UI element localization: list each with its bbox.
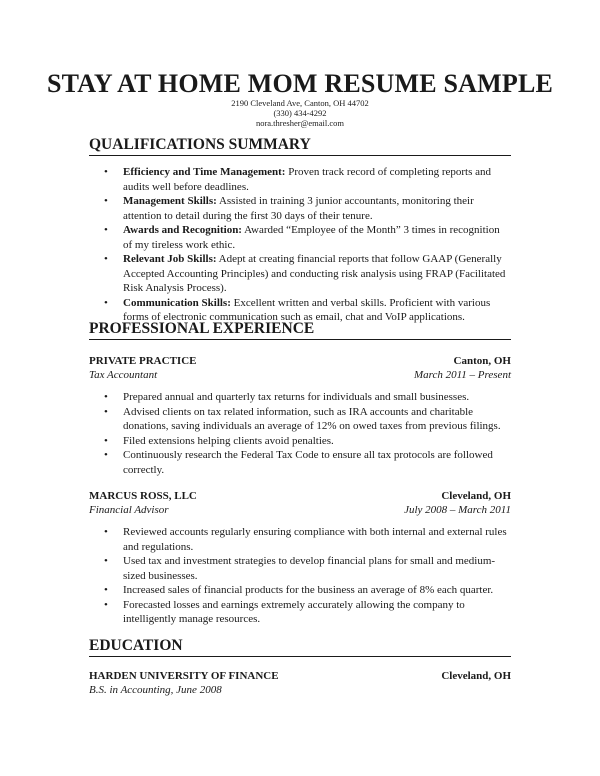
job-bullet: [89, 583, 511, 598]
qualification-text: Excellent written and verbal skills. Proficient with various forms of electronic communication such as email, chat and VoIP applications.: [123, 296, 491, 323]
job-bullet-text: Filed extensions helping clients avoid penalties.: [123, 434, 334, 447]
job-bullet: [89, 448, 511, 477]
qualification-text: Assisted in training 3 junior accountants, monitoring their attention to detail during the first 30 days of their tenure.: [123, 195, 474, 222]
education-header: [89, 669, 511, 683]
contact-phone: (330) 434-4292: [273, 108, 327, 118]
job-header: [89, 489, 511, 503]
qualification-item: [89, 252, 511, 296]
job-role: Tax Accountant: [89, 369, 158, 381]
bullet-icon: •: [104, 555, 108, 567]
job-bullet-text: Reviewed accounts regularly ensuring compliance with both internal and external rules and regulations.: [123, 526, 507, 553]
bullet-icon: •: [104, 166, 108, 178]
job-bullets: [89, 390, 511, 477]
job-bullet: [89, 405, 511, 434]
resume-header: [0, 70, 600, 128]
job-dates: March 2011 – Present: [413, 369, 511, 381]
job-bullet: [89, 554, 511, 583]
qualification-lead: Management Skills:: [123, 195, 217, 207]
bullet-icon: •: [104, 224, 108, 236]
job-bullet-text: Prepared annual and quarterly tax returns for individuals and small businesses.: [123, 391, 470, 403]
qualification-lead: Relevant Job Skills:: [123, 253, 217, 265]
job-bullet-text: Used tax and investment strategies to develop financial plans for small and medium-sized businesses.: [123, 555, 496, 582]
contact-email: nora.thresher@email.com: [255, 118, 345, 128]
qualification-lead: Efficiency and Time Management:: [123, 166, 286, 178]
contact-address: 2190 Cleveland Ave, Canton, OH 44702: [231, 98, 369, 108]
job-bullet-text: Continuously research the Federal Tax Code to ensure all tax protocols are followed correctly.: [123, 449, 493, 476]
qualifications-title: QUALIFICATIONS SUMMARY: [89, 136, 511, 156]
bullet-icon: •: [104, 584, 108, 596]
bullet-icon: •: [104, 253, 108, 265]
education-title: EDUCATION: [89, 637, 511, 657]
qualification-lead: Communication Skills:: [123, 296, 231, 309]
education-school: HARDEN UNIVERSITY OF FINANCE: [89, 670, 279, 682]
resume-title: STAY AT HOME MOM RESUME SAMPLE: [46, 69, 554, 98]
job-role: Financial Advisor: [89, 504, 169, 516]
experience-section: [89, 320, 511, 627]
job-header: [89, 354, 511, 368]
job-bullet: [89, 598, 511, 627]
job-bullet: [89, 525, 511, 554]
job-bullet: [89, 390, 511, 405]
experience-title: PROFESSIONAL EXPERIENCE: [89, 320, 511, 340]
bullet-icon: •: [104, 598, 108, 611]
education-location: Cleveland, OH: [441, 670, 511, 682]
job-entry: [89, 489, 511, 627]
qualification-item: [89, 165, 511, 194]
job-bullets: [89, 525, 511, 627]
job-entry: [89, 354, 511, 477]
job-bullet-text: Forecasted losses and earnings extremely accurately allowing the company to intelligently manage resources.: [123, 598, 465, 625]
job-location: Cleveland, OH: [441, 490, 511, 502]
bullet-icon: •: [104, 195, 108, 207]
qualifications-section: [89, 136, 511, 325]
qualification-text: Adept at creating financial reports that follow GAAP (Generally Accepted Accounting Principles) and conducting risk analysis using FRAP (Facilitated Risk Analysis Process).: [123, 253, 506, 294]
job-bullet-text: Advised clients on tax related information, such as IRA accounts and charitable donations, saving individuals an average of 12% on owed taxes from previous filings.: [123, 405, 501, 432]
qualification-text: Awarded “Employee of the Month” 3 times in recognition of my tireless work ethic.: [123, 224, 500, 251]
bullet-icon: •: [104, 391, 108, 403]
job-bullet: [89, 434, 511, 449]
education-degree: B.S. in Accounting, June 2008: [89, 684, 222, 696]
job-bullet-text: Increased sales of financial products for the business an average of 8% each quarter.: [123, 584, 494, 596]
job-dates: July 2008 – March 2011: [404, 504, 511, 516]
bullet-icon: •: [104, 405, 108, 418]
job-subheader: [89, 368, 511, 382]
job-company: MARCUS ROSS, LLC: [89, 490, 197, 502]
qualification-item: [89, 194, 511, 223]
job-company: PRIVATE PRACTICE: [89, 355, 197, 367]
bullet-icon: •: [104, 449, 108, 461]
education-section: [89, 637, 511, 697]
qualification-lead: Awards and Recognition:: [123, 224, 242, 236]
bullet-icon: •: [104, 296, 108, 309]
qualification-item: [89, 223, 511, 252]
qualifications-list: [89, 165, 511, 325]
job-location: Canton, OH: [453, 355, 511, 367]
qualification-text: Proven track record of completing reports and audits well before deadlines.: [123, 166, 492, 193]
bullet-icon: •: [104, 434, 108, 447]
job-subheader: [89, 503, 511, 517]
bullet-icon: •: [104, 526, 108, 538]
